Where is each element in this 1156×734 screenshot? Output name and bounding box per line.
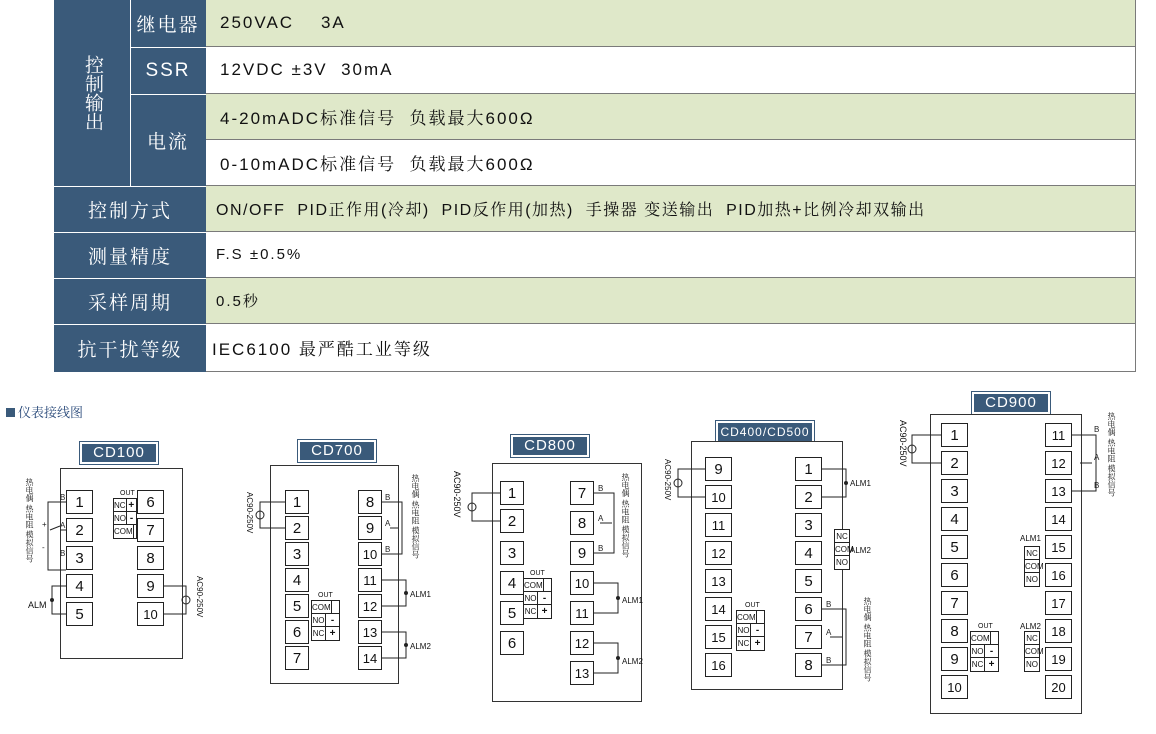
cd100-model-label: CD100 bbox=[80, 442, 158, 464]
emc-label: 抗干扰等级 bbox=[77, 339, 183, 361]
cd400-terminal-6: 6 bbox=[795, 597, 822, 621]
cd900-alm1-label: ALM1 bbox=[1020, 534, 1041, 543]
cd700-wires bbox=[230, 430, 450, 690]
ssr-value: 12VDC ±3V 30mA bbox=[220, 60, 394, 79]
cd400-out-label: OUT bbox=[745, 602, 760, 609]
cd900-terminal-19: 19 bbox=[1045, 647, 1072, 671]
cd400-model-label: CD400/CD500 bbox=[716, 421, 814, 443]
cd800-model-label: CD800 bbox=[511, 435, 589, 457]
cd900-terminal-1: 1 bbox=[941, 423, 968, 447]
cd800-terminal-3: 3 bbox=[500, 541, 524, 565]
cd700-terminal-3: 3 bbox=[285, 542, 309, 566]
cd100-wires bbox=[0, 430, 210, 670]
accuracy-label-cell bbox=[54, 232, 206, 278]
mode-value-row bbox=[206, 186, 1136, 232]
cd400-terminal-9: 9 bbox=[705, 457, 732, 481]
cd100-out-relay: NC + NO - COM bbox=[113, 498, 137, 539]
cd800-terminal-6: 6 bbox=[500, 631, 524, 655]
svg-text:B: B bbox=[385, 545, 391, 554]
cd100-terminal-3: 3 bbox=[66, 546, 93, 570]
current-label-cell bbox=[130, 94, 206, 186]
cd100-terminal-5: 5 bbox=[66, 602, 93, 626]
cd800-alm1-label: ALM1 bbox=[622, 596, 643, 605]
cd800-terminal-9: 9 bbox=[570, 541, 594, 565]
ssr-value-row bbox=[206, 47, 1136, 94]
cd700-out-relay: COM NO - NC + bbox=[311, 600, 340, 641]
cd800-out-label: OUT bbox=[530, 570, 545, 577]
cd700-terminal-5: 5 bbox=[285, 594, 309, 618]
cd400-terminal-4: 4 bbox=[795, 541, 822, 565]
relay-value: 250VAC 3A bbox=[220, 13, 346, 32]
cd900-terminal-3: 3 bbox=[941, 479, 968, 503]
cd400-terminal-3: 3 bbox=[795, 513, 822, 537]
svg-text:B: B bbox=[1094, 481, 1100, 490]
cd400-alm1-label: ALM1 bbox=[850, 479, 871, 488]
emc-label-cell bbox=[54, 324, 206, 372]
cd100-power-label: AC90-250V bbox=[195, 576, 204, 618]
svg-text:B: B bbox=[60, 493, 66, 502]
cd100-terminal-2: 2 bbox=[66, 518, 93, 542]
cd400-terminal-2: 2 bbox=[795, 485, 822, 509]
cd800-out-relay: COM NO - NC + bbox=[523, 578, 552, 619]
cd900-terminal-18: 18 bbox=[1045, 619, 1072, 643]
cd100-terminal-4: 4 bbox=[66, 574, 93, 598]
cd400-terminal-13: 13 bbox=[705, 569, 732, 593]
cd100-diagram bbox=[0, 430, 210, 670]
svg-text:B: B bbox=[60, 549, 66, 558]
cd800-terminal-2: 2 bbox=[500, 509, 524, 533]
cd700-out-label: OUT bbox=[318, 592, 333, 599]
svg-text:B: B bbox=[1094, 425, 1100, 434]
cd700-power-label: AC90-250V bbox=[245, 492, 254, 534]
cd800-terminal-1: 1 bbox=[500, 481, 524, 505]
control-output-group-cell bbox=[54, 0, 130, 186]
cd700-terminal-2: 2 bbox=[285, 516, 309, 540]
current-value-1: 4-20mADC标准信号 负载最大600Ω bbox=[220, 109, 535, 128]
cd100-terminal-9: 9 bbox=[137, 574, 164, 598]
cd400-terminal-1: 1 bbox=[795, 457, 822, 481]
svg-text:B: B bbox=[385, 493, 391, 502]
cd700-input-label: 热电偶 热电阻 模拟信号 bbox=[411, 474, 420, 559]
mode-label-cell bbox=[54, 186, 206, 232]
cd100-terminal-8: 8 bbox=[137, 546, 164, 570]
wiring-section-title: 仪表接线图 bbox=[6, 402, 83, 421]
cd700-terminal-12: 12 bbox=[358, 594, 382, 618]
cd400-terminal-16: 16 bbox=[705, 653, 732, 677]
cd700-terminal-11: 11 bbox=[358, 568, 382, 592]
cd400-terminal-8: 8 bbox=[795, 653, 822, 677]
svg-text:A: A bbox=[826, 628, 832, 637]
cd900-diagram bbox=[890, 388, 1156, 718]
cd900-terminal-17: 17 bbox=[1045, 591, 1072, 615]
accuracy-value-row bbox=[206, 232, 1136, 278]
cd100-terminal-7: 7 bbox=[137, 518, 164, 542]
cd900-terminal-12: 12 bbox=[1045, 451, 1072, 475]
cd700-diagram bbox=[230, 430, 450, 690]
cd800-alm2-label: ALM2 bbox=[622, 657, 643, 666]
cd900-terminal-6: 6 bbox=[941, 563, 968, 587]
cd100-out-label: OUT bbox=[120, 490, 135, 497]
relay-label: 继电器 bbox=[136, 15, 200, 36]
cd900-terminal-14: 14 bbox=[1045, 507, 1072, 531]
cd700-terminal-10: 10 bbox=[358, 542, 382, 566]
control-output-label: 控制输出 bbox=[82, 55, 103, 131]
cd900-terminal-13: 13 bbox=[1045, 479, 1072, 503]
current-label: 电流 bbox=[146, 131, 189, 153]
cd400-wires bbox=[650, 415, 890, 695]
svg-text:-: - bbox=[42, 543, 45, 552]
accuracy-label: 测量精度 bbox=[87, 246, 172, 268]
cd900-terminal-20: 20 bbox=[1045, 675, 1072, 699]
cd900-model-label: CD900 bbox=[972, 392, 1050, 414]
svg-text:B: B bbox=[826, 600, 832, 609]
cd900-power-label: AC90-250V bbox=[898, 420, 908, 467]
accuracy-value: F.S ±0.5% bbox=[216, 246, 303, 263]
cd900-input-label: 热电偶 热电阻 模拟信号 bbox=[1107, 412, 1116, 497]
period-value-row bbox=[206, 278, 1136, 324]
ssr-label-cell bbox=[130, 47, 206, 94]
svg-text:A: A bbox=[598, 514, 604, 523]
svg-text:+: + bbox=[42, 520, 47, 529]
cd400-terminal-7: 7 bbox=[795, 625, 822, 649]
cd700-alm1-label: ALM1 bbox=[410, 590, 431, 599]
svg-text:A: A bbox=[60, 521, 66, 530]
cd700-terminal-7: 7 bbox=[285, 646, 309, 670]
cd800-wires bbox=[450, 425, 660, 710]
svg-text:B: B bbox=[598, 484, 604, 493]
cd900-terminal-8: 8 bbox=[941, 619, 968, 643]
cd100-terminal-6: 6 bbox=[137, 490, 164, 514]
cd400-cd500-diagram bbox=[650, 415, 890, 695]
emc-value: IEC6100 最严酷工业等级 bbox=[212, 340, 432, 359]
cd400-input-label: 热电偶 热电阻 模拟信号 bbox=[863, 597, 872, 682]
cd400-alm2-label: ALM2 bbox=[850, 546, 871, 555]
cd400-alarm-contacts: NC COM NO bbox=[834, 529, 850, 570]
cd900-wires bbox=[890, 388, 1156, 718]
cd700-terminal-1: 1 bbox=[285, 490, 309, 514]
cd100-terminal-10: 10 bbox=[137, 602, 164, 626]
cd400-power-label: AC90-250V bbox=[663, 459, 672, 501]
cd800-terminal-13: 13 bbox=[570, 661, 594, 685]
cd100-alm-label: ALM bbox=[28, 600, 47, 610]
period-label-cell bbox=[54, 278, 206, 324]
ssr-label: SSR bbox=[145, 59, 191, 81]
cd700-terminal-13: 13 bbox=[358, 620, 382, 644]
cd400-terminal-11: 11 bbox=[705, 513, 732, 537]
cd900-alm2-relay: NC COM NO bbox=[1024, 631, 1040, 672]
cd800-input-label: 热电偶 热电阻 模拟信号 bbox=[621, 473, 630, 558]
cd900-alm1-relay: NC COM NO bbox=[1024, 546, 1040, 587]
cd900-terminal-4: 4 bbox=[941, 507, 968, 531]
cd900-alm2-label: ALM2 bbox=[1020, 622, 1041, 631]
current-value-2: 0-10mADC标准信号 负载最大600Ω bbox=[220, 155, 535, 174]
cd800-terminal-11: 11 bbox=[570, 601, 594, 625]
square-bullet-icon bbox=[6, 408, 15, 417]
cd800-terminal-5: 5 bbox=[500, 601, 524, 625]
current-value-row-1 bbox=[206, 94, 1136, 140]
cd400-terminal-10: 10 bbox=[705, 485, 732, 509]
relay-label-cell bbox=[130, 0, 206, 47]
cd800-terminal-12: 12 bbox=[570, 631, 594, 655]
cd900-out-relay: COM NO - NC + bbox=[970, 631, 999, 672]
mode-value: ON/OFF PID正作用(冷却) PID反作用(加热) 手操器 变送输出 PID加热+比例冷却双输出 bbox=[216, 202, 926, 219]
cd700-model-label: CD700 bbox=[298, 440, 376, 462]
cd800-power-label: AC90-250V bbox=[452, 471, 462, 518]
period-value: 0.5秒 bbox=[216, 293, 260, 310]
mode-label: 控制方式 bbox=[87, 200, 172, 222]
cd800-diagram bbox=[450, 425, 660, 710]
cd400-terminal-15: 15 bbox=[705, 625, 732, 649]
cd900-terminal-15: 15 bbox=[1045, 535, 1072, 559]
cd700-terminal-4: 4 bbox=[285, 568, 309, 592]
svg-text:A: A bbox=[385, 519, 391, 528]
cd700-terminal-6: 6 bbox=[285, 620, 309, 644]
cd400-terminal-14: 14 bbox=[705, 597, 732, 621]
cd900-out-label: OUT bbox=[978, 623, 993, 630]
cd900-terminal-16: 16 bbox=[1045, 563, 1072, 587]
cd400-terminal-5: 5 bbox=[795, 569, 822, 593]
cd900-terminal-7: 7 bbox=[941, 591, 968, 615]
cd900-terminal-2: 2 bbox=[941, 451, 968, 475]
cd800-terminal-10: 10 bbox=[570, 571, 594, 595]
svg-text:A: A bbox=[1094, 453, 1100, 462]
cd100-input-label: 热电偶 热电阻 模拟信号 bbox=[25, 478, 34, 563]
cd400-terminal-12: 12 bbox=[705, 541, 732, 565]
current-value-row-2 bbox=[206, 140, 1136, 186]
cd900-terminal-5: 5 bbox=[941, 535, 968, 559]
period-label: 采样周期 bbox=[87, 292, 172, 314]
cd900-terminal-11: 11 bbox=[1045, 423, 1072, 447]
cd800-terminal-8: 8 bbox=[570, 511, 594, 535]
cd700-terminal-9: 9 bbox=[358, 516, 382, 540]
svg-text:B: B bbox=[826, 656, 832, 665]
cd800-terminal-4: 4 bbox=[500, 571, 524, 595]
cd800-terminal-7: 7 bbox=[570, 481, 594, 505]
relay-value-row bbox=[206, 0, 1136, 47]
emc-value-row bbox=[206, 324, 1136, 372]
cd400-out-relay: COM NO - NC + bbox=[736, 610, 765, 651]
cd700-terminal-8: 8 bbox=[358, 490, 382, 514]
cd900-terminal-9: 9 bbox=[941, 647, 968, 671]
cd900-terminal-10: 10 bbox=[941, 675, 968, 699]
svg-text:B: B bbox=[598, 544, 604, 553]
cd700-terminal-14: 14 bbox=[358, 646, 382, 670]
cd700-alm2-label: ALM2 bbox=[410, 642, 431, 651]
cd100-terminal-1: 1 bbox=[66, 490, 93, 514]
